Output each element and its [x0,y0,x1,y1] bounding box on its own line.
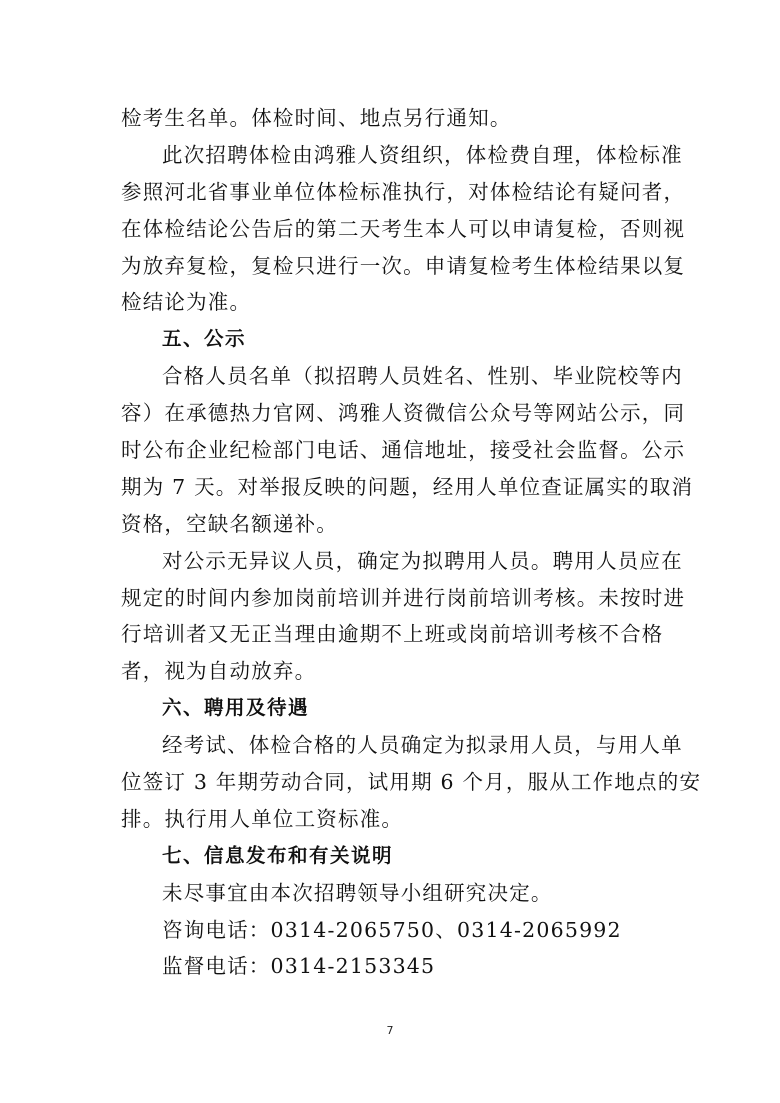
paragraph-first-line: 经考试、体检合格的人员确定为拟录用人员，与用人单 [162,733,683,758]
body-line: 者，视为自动放弃。 [121,659,317,684]
section-heading-publicity: 五、公示 [162,327,247,351]
body-line: 期为 7 天。对举报反映的问题，经用人单位查证属实的取消 [121,474,694,499]
body-line: 参照河北省事业单位体检标准执行，对体检结论有疑问者， [121,179,686,204]
body-line: 在体检结论公告后的第二天考生本人可以申请复检，否则视 [121,216,686,241]
supervision-phone: 监督电话：0314-2153345 [162,954,436,979]
body-line: 规定的时间内参加岗前培训并进行岗前培训考核。未按时进 [121,585,686,610]
body-line: 检结论为准。 [121,290,252,315]
document-body [121,100,702,985]
paragraph-first-line: 合格人员名单（拟招聘人员姓名、性别、毕业院校等内 [162,364,683,389]
body-line: 位签订 3 年期劳动合同，试用期 6 个月，服从工作地点的安 [121,770,702,795]
paragraph-first-line: 对公示无异议人员，确定为拟聘用人员。聘用人员应在 [162,548,683,573]
paragraph-first-line: 此次招聘体检由鸿雅人资组织，体检费自理，体检标准 [162,142,683,167]
body-line: 资格，空缺名额递补。 [121,511,338,536]
body-line: 为放弃复检，复检只进行一次。申请复检考生体检结果以复 [121,253,686,278]
consultation-phone: 咨询电话：0314-2065750、0314-2065992 [162,917,622,942]
section-heading-employment: 六、聘用及待遇 [162,696,310,720]
page-number: 7 [386,1024,394,1037]
section-heading-information: 七、信息发布和有关说明 [162,843,394,867]
body-line: 容）在承德热力官网、鸿雅人资微信公众号等网站公示，同 [121,401,686,426]
body-line: 排。执行用人单位工资标准。 [121,806,404,831]
body-line: 检考生名单。体检时间、地点另行通知。 [121,106,512,130]
body-line: 时公布企业纪检部门电话、通信地址，接受社会监督。公示 [121,438,686,463]
body-line: 行培训者又无正当理由逾期不上班或岗前培训考核不合格 [121,622,664,647]
paragraph-first-line: 未尽事宜由本次招聘领导小组研究决定。 [162,880,553,905]
